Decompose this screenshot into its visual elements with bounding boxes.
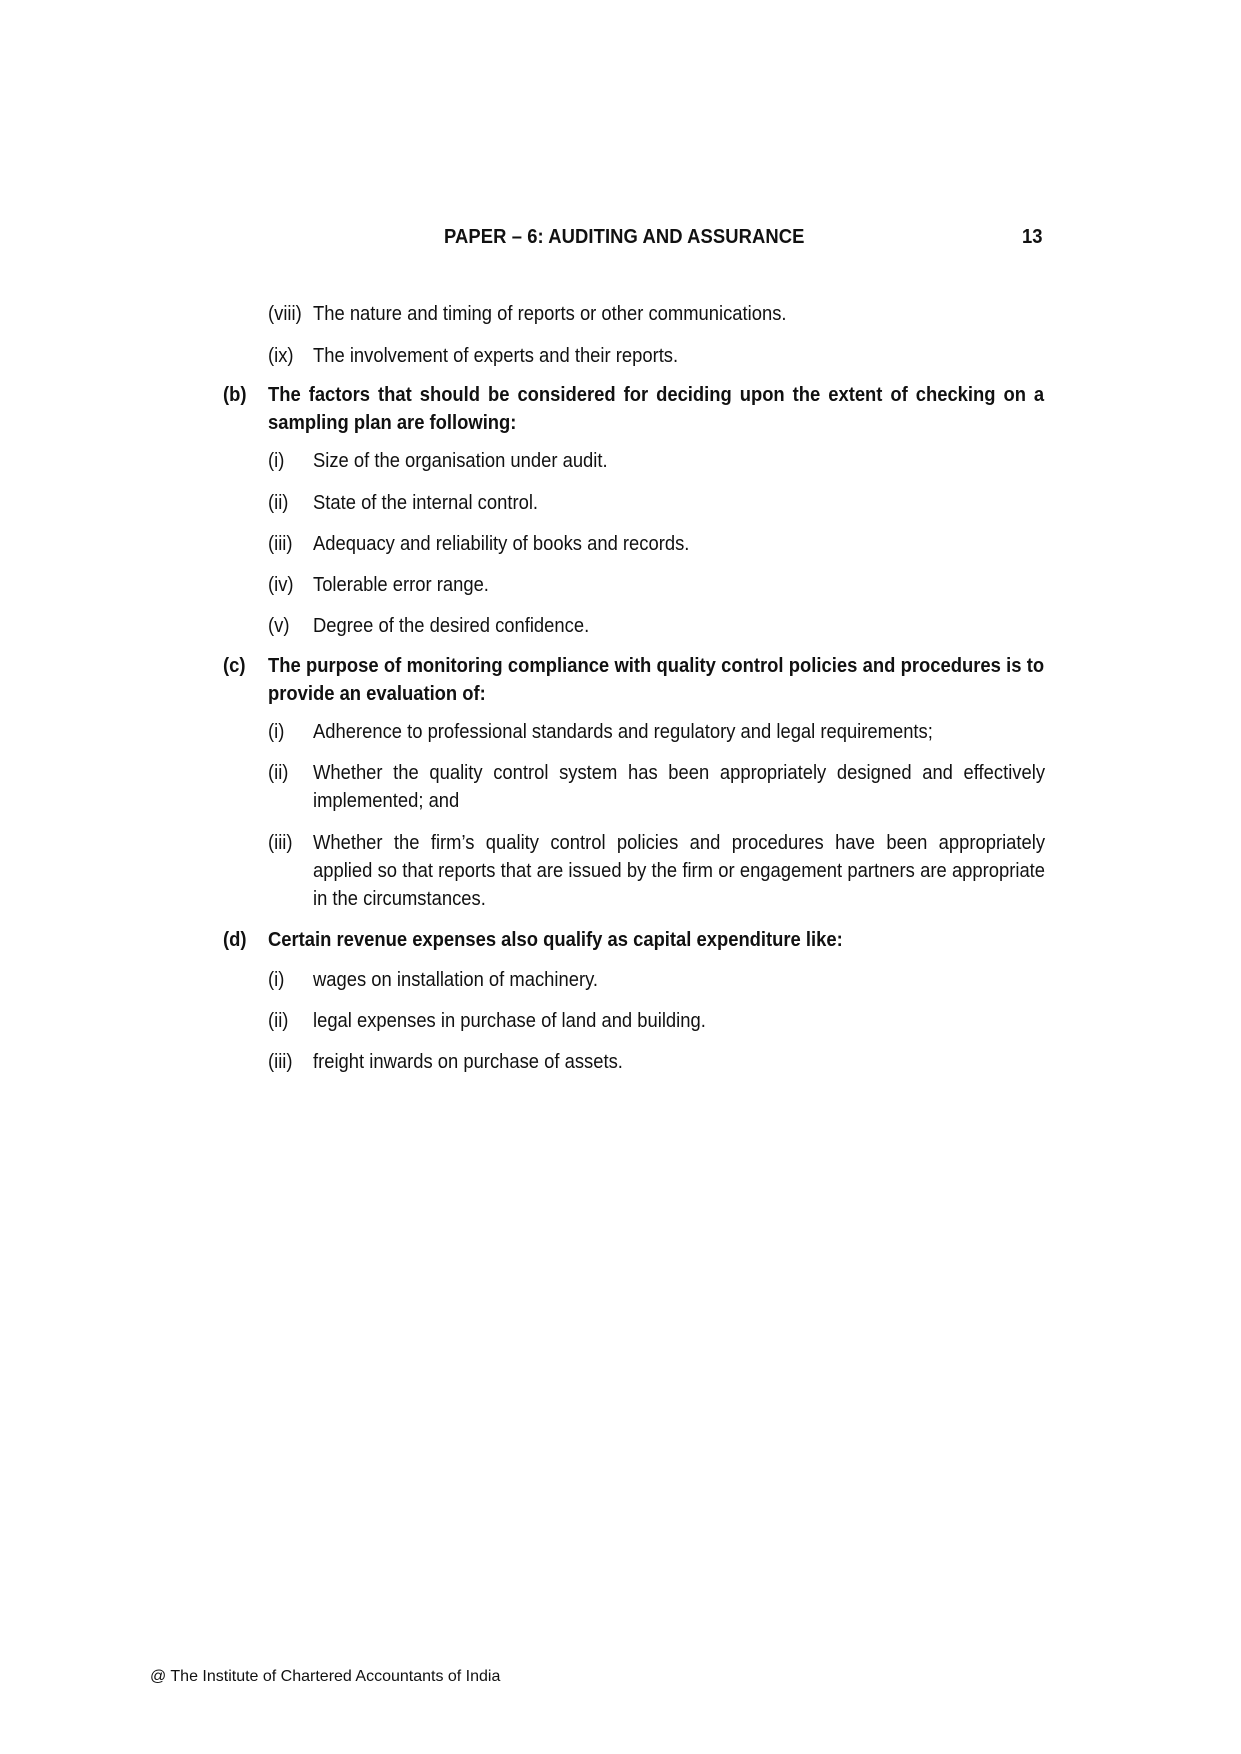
list-item-number: (ii) (268, 492, 289, 514)
section-label-d: (d) (223, 929, 247, 951)
list-item-text: The involvement of experts and their reports. (313, 345, 679, 367)
section-label-c: (c) (223, 655, 246, 677)
list-item-number: (ii) (268, 1010, 289, 1032)
list-item-number: (ix) (268, 345, 294, 367)
page-footer: @ The Institute of Chartered Accountants of India (150, 1668, 501, 1685)
list-item-text: Whether the firm’s quality control policies and procedures have been appropriately applied so that reports that are issued by the firm or engagement partners are appropriate in the circumstances. (313, 832, 1046, 910)
list-item-number: (iii) (268, 533, 293, 555)
list-item-number: (iii) (268, 832, 293, 854)
section-heading-b: The factors that should be considered for deciding upon the extent of checking on a sampling plan are following: (268, 384, 1045, 434)
list-item-text: Whether the quality control system has been appropriately designed and effectively implemented; and (313, 762, 1046, 812)
list-item-number: (i) (268, 450, 285, 472)
list-item-text: The nature and timing of reports or other communications. (313, 303, 787, 325)
list-item-text: wages on installation of machinery. (313, 969, 599, 991)
section-label-b: (b) (223, 384, 247, 406)
list-item-text: Adequacy and reliability of books and records. (313, 533, 690, 555)
section-heading-d: Certain revenue expenses also qualify as capital expenditure like: (268, 929, 843, 951)
list-item-text: legal expenses in purchase of land and building. (313, 1010, 706, 1032)
list-item-text: State of the internal control. (313, 492, 539, 514)
section-heading-c: The purpose of monitoring compliance with quality control policies and procedures is to provide an evaluation of: (268, 655, 1045, 705)
list-item-number: (i) (268, 969, 285, 991)
list-item-number: (iv) (268, 574, 294, 596)
page-number: 13 (1022, 226, 1043, 248)
list-item-number: (i) (268, 721, 285, 743)
list-item-text: Degree of the desired confidence. (313, 615, 590, 637)
list-item-text: Adherence to professional standards and regulatory and legal requirements; (313, 721, 933, 743)
page-header-title: PAPER – 6: AUDITING AND ASSURANCE (444, 226, 805, 248)
list-item-number: (iii) (268, 1051, 293, 1073)
list-item-text: Tolerable error range. (313, 574, 489, 596)
list-item-text: freight inwards on purchase of assets. (313, 1051, 623, 1073)
list-item-text: Size of the organisation under audit. (313, 450, 608, 472)
list-item-number: (v) (268, 615, 290, 637)
list-item-number: (viii) (268, 303, 302, 325)
list-item-number: (ii) (268, 762, 289, 784)
